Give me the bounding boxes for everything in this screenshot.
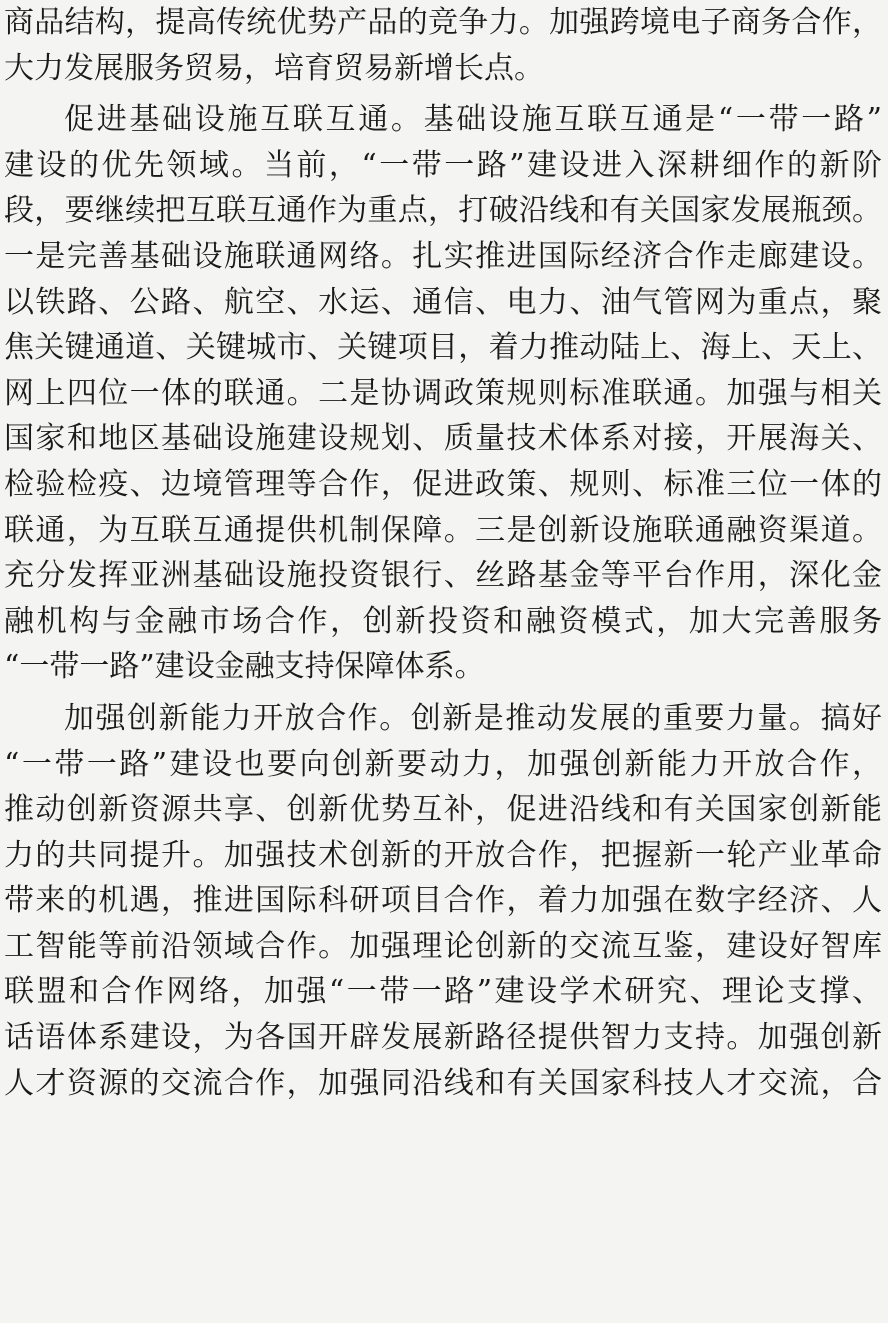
text-line: 推动创新资源共享、创新优势互补，促进沿线和有关国家创新能 — [4, 792, 882, 828]
text-line: 加强创新能力开放合作。创新是推动发展的重要力量。搞好 — [64, 700, 882, 736]
paragraph — [4, 97, 882, 690]
text-line: 段，要继续把互联互通作为重点，打破沿线和有关国家发展瓶颈。 — [4, 193, 882, 229]
text-line: “一带一路”建设也要向创新要动力，加强创新能力开放合作， — [4, 746, 882, 782]
text-line: 融机构与金融市场合作，创新投资和融资模式，加大完善服务 — [4, 603, 882, 639]
text-line: 促进基础设施互联互通。基础设施互联互通是“一带一路” — [64, 102, 882, 138]
text-line: 国家和地区基础设施建设规划、质量技术体系对接，开展海关、 — [4, 421, 882, 457]
text-line: 联通，为互联互通提供机制保障。三是创新设施联通融资渠道。 — [4, 512, 882, 548]
text-line: 以铁路、公路、航空、水运、通信、电力、油气管网为重点，聚 — [4, 284, 882, 320]
text-line: 大力发展服务贸易，培育贸易新增长点。 — [4, 50, 544, 86]
text-line: 人才资源的交流合作，加强同沿线和有关国家科技人才交流，合 — [4, 1065, 882, 1101]
text-line: 工智能等前沿领域合作。加强理论创新的交流互鉴，建设好智库 — [4, 928, 882, 964]
text-line: 充分发挥亚洲基础设施投资银行、丝路基金等平台作用，深化金 — [4, 558, 882, 594]
paragraph — [4, 0, 882, 91]
text-line: “一带一路”建设金融支持保障体系。 — [4, 649, 485, 685]
text-line: 检验检疫、边境管理等合作，促进政策、规则、标准三位一体的 — [4, 466, 882, 502]
text-line: 力的共同提升。加强技术创新的开放合作，把握新一轮产业革命 — [4, 837, 882, 873]
text-line: 一是完善基础设施联通网络。扎实推进国际经济合作走廊建设。 — [4, 238, 882, 274]
paragraph — [4, 696, 882, 1106]
text-line: 商品结构，提高传统优势产品的竞争力。加强跨境电子商务合作， — [4, 5, 882, 40]
text-line: 联盟和合作网络，加强“一带一路”建设学术研究、理论支撑、 — [4, 974, 882, 1010]
text-line: 建设的优先领域。当前，“一带一路”建设进入深耕细作的新阶 — [4, 147, 882, 183]
text-line: 网上四位一体的联通。二是协调政策规则标准联通。加强与相关 — [4, 375, 882, 411]
text-line: 焦关键通道、关键城市、关键项目，着力推动陆上、海上、天上、 — [4, 330, 882, 366]
text-line: 带来的机遇，推进国际科研项目合作，着力加强在数字经济、人 — [4, 883, 882, 919]
text-line: 话语体系建设，为各国开辟发展新路径提供智力支持。加强创新 — [4, 1020, 882, 1056]
